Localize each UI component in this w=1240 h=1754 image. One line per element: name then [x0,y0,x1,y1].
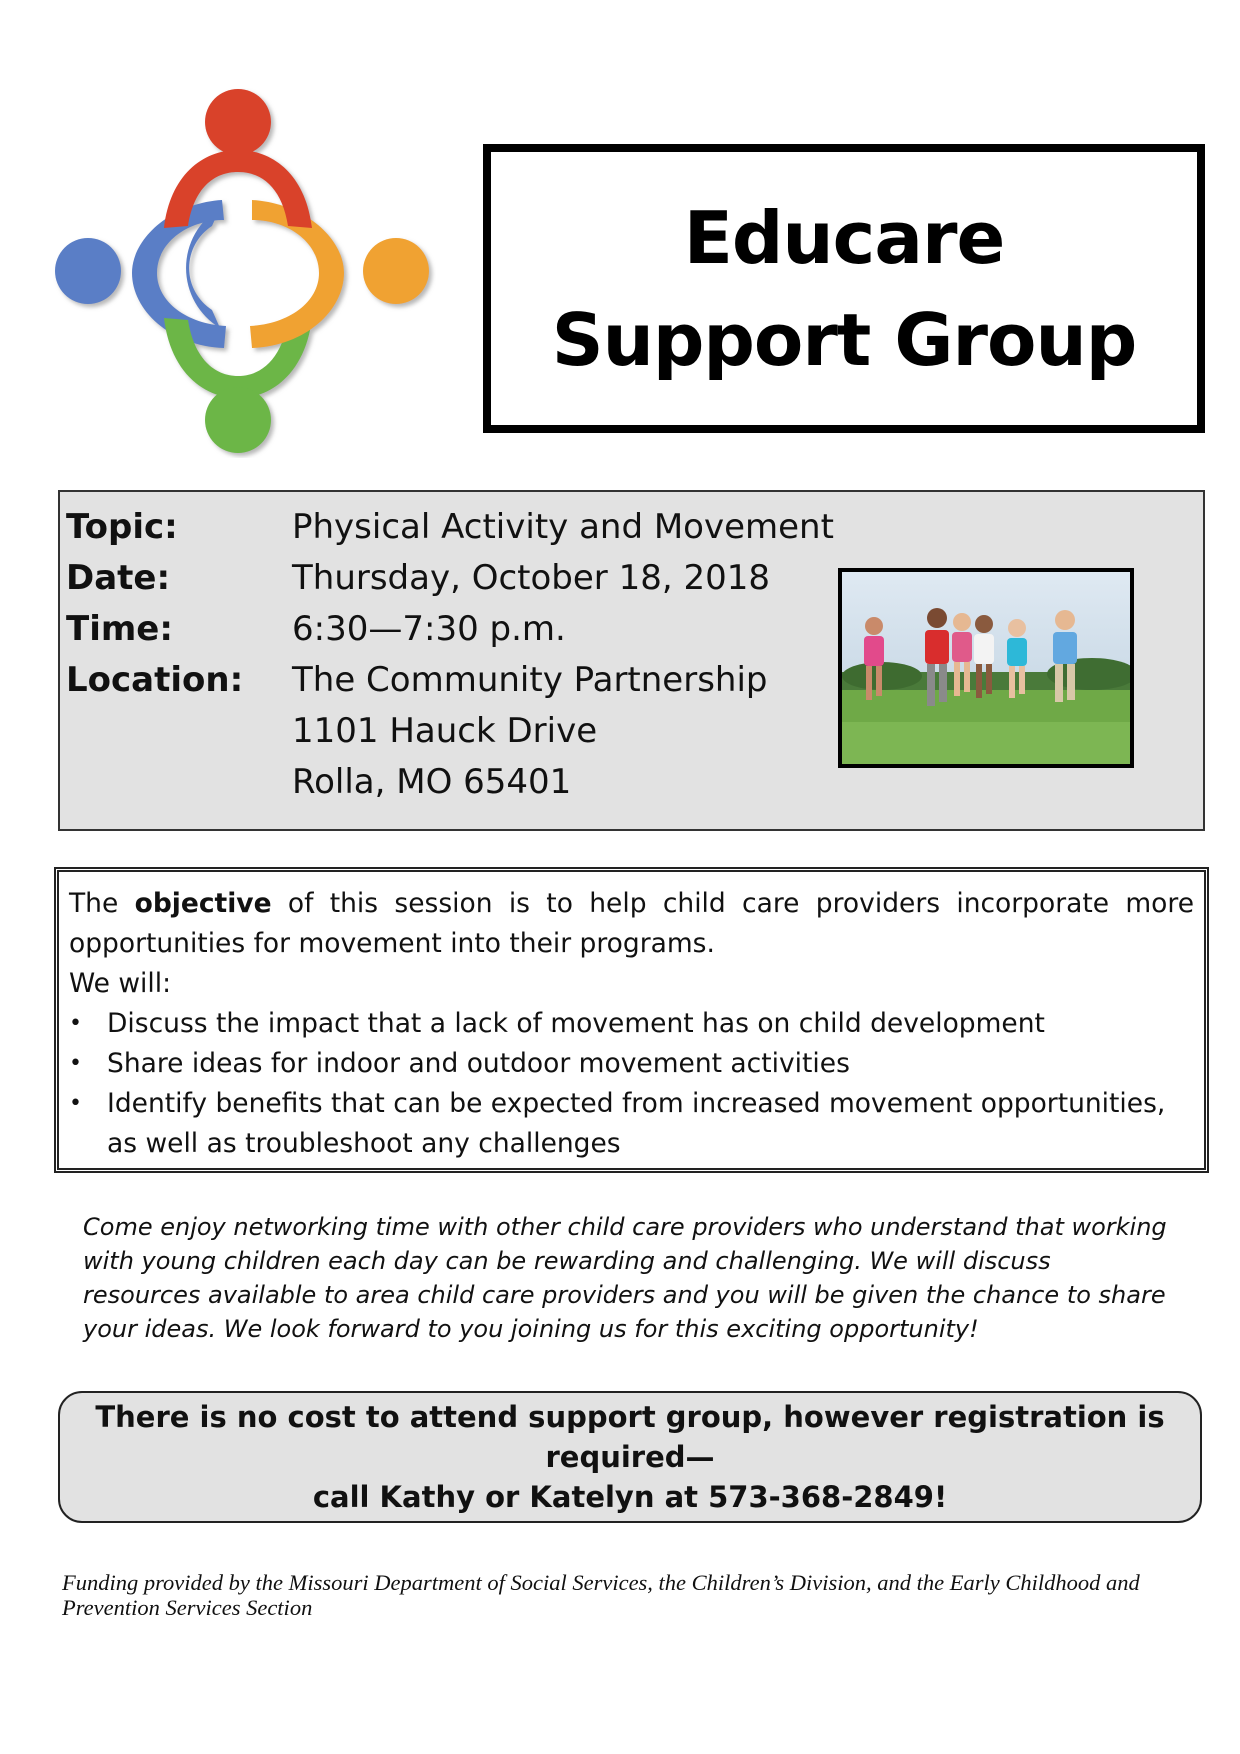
topic-label: Topic: [66,507,178,547]
objective-keyword: objective [134,888,272,919]
bullet-item: • Identify benefits that can be expected from increased movement opportunities, as well as troubleshoot any challenges [69,1084,1186,1164]
location-city: Rolla, MO 65401 [292,762,572,802]
time-value: 6:30—7:30 p.m. [292,609,566,649]
event-details-box [58,490,1205,831]
objective-intro-after: of this session is to help child care providers incorporate more opportunities for movement into their programs. [69,888,1194,959]
title-line-1: Educare [683,195,1005,280]
objective-paragraph [69,884,1194,1004]
title-line-2: Support Group [551,297,1137,382]
invitation-paragraph: Come enjoy networking time with other child care providers who understand that working with young children each day can be rewarding and challenging. We will discuss resources available to area child care providers and you will be given the chance to share your ideas. We look forward to you joining us for this exciting opportunity! [83,1213,1167,1343]
photo-illustration [842,572,1130,764]
objective-bullets [69,1004,1186,1164]
bullet-item: • Share ideas for indoor and outdoor movement activities [69,1044,1186,1084]
four-people-circle-logo [52,88,436,458]
registration-line-1: There is no cost to attend support group, however registration is required— [95,1400,1165,1474]
title-box [483,144,1205,433]
red-figure-head [205,89,271,155]
bullet-item: • Discuss the impact that a lack of movement has on child development [69,1004,1186,1044]
location-label: Location: [66,660,244,700]
location-name: The Community Partnership [292,660,768,700]
objective-box [54,867,1209,1173]
topic-value: Physical Activity and Movement [292,507,834,547]
funding-note: Funding provided by the Missouri Department of Social Services, the Children’s Division, and the Early Childhood and Prevention Services Section [62,1570,1140,1620]
we-will-label: We will: [69,968,172,999]
children-running-photo [838,568,1134,768]
green-figure-head [205,387,271,453]
location-street: 1101 Hauck Drive [292,711,598,751]
orange-figure-head [363,238,429,304]
objective-intro-before: The [69,888,135,919]
date-value: Thursday, October 18, 2018 [292,558,770,598]
logo-graphic [52,88,436,458]
blue-figure-head [55,238,121,304]
time-label: Time: [66,609,173,649]
registration-line-2: call Kathy or Katelyn at 573-368-2849! [312,1480,948,1514]
registration-box [58,1391,1202,1523]
date-label: Date: [66,558,171,598]
